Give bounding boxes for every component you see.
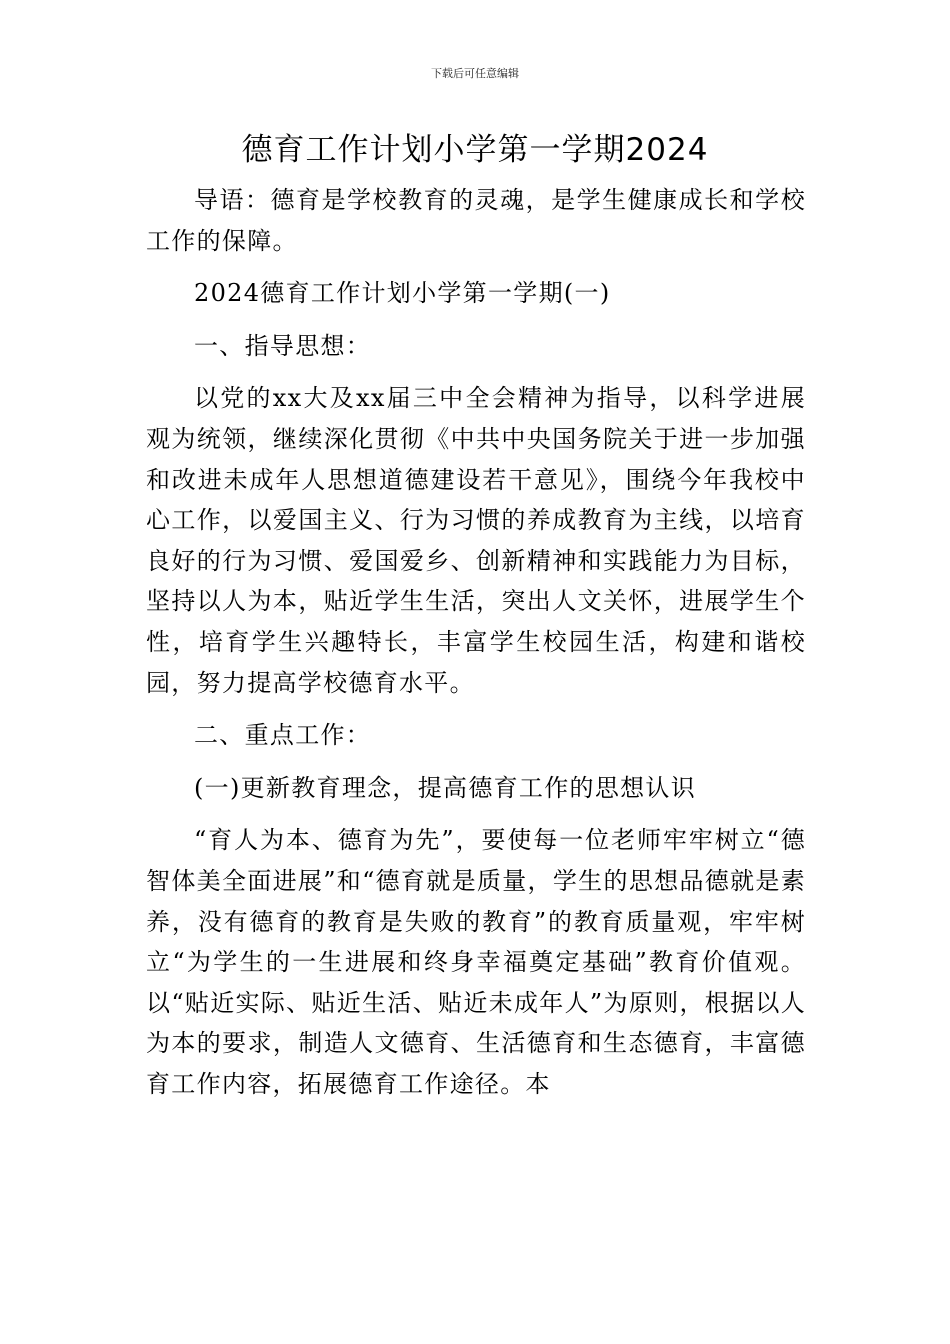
header-note: 下载后可任意编辑 xyxy=(431,67,519,80)
section-heading: 2024德育工作计划小学第一学期(一) xyxy=(194,279,611,308)
section-heading-key-work: 二、重点工作： xyxy=(194,721,372,750)
document-title: 德育工作计划小学第一学期2024 xyxy=(241,132,709,168)
subsection-heading: (一)更新教育理念，提高德育工作的思想认识 xyxy=(194,773,697,802)
intro-paragraph: 导语：德育是学校教育的灵魂，是学生健康成长和学校工作的保障。 xyxy=(146,186,806,255)
section-heading-guiding-thought: 一、指导思想： xyxy=(194,331,372,360)
body-paragraph: 以党的xx大及xx届三中全会精神为指导，以科学进展观为统领，继续深化贯彻《中共中央国务院关于进一步加强和改进未成年人思想道德建设若干意见》，围绕今年我校中心工作，以爱国主义、行为习惯的养成教育为主线，以培育良好的行为习惯、爱国爱乡、创新精神和实践能力为目标，坚持以人为本，贴近学生生活，突出人文关怀，进展学生个性，培育学生兴趣特长，丰富学生校园生活，构建和谐校园，努力提高学校德育水平。 xyxy=(146,384,806,697)
body-paragraph: “育人为本、德育为先”，要使每一位老师牢牢树立“德智体美全面进展”和“德育就是质量，学生的思想品德就是素养，没有德育的教育是失败的教育”的教育质量观，牢牢树立“为学生的一生进展和终身幸福奠定基础”教育价值观。以“贴近实际、贴近生活、贴近未成年人”为原则，根据以人为本的要求，制造人文德育、生活德育和生态德育，丰富德育工作内容，拓展德育工作途径。本 xyxy=(146,826,806,1098)
document-body xyxy=(146,180,806,1104)
